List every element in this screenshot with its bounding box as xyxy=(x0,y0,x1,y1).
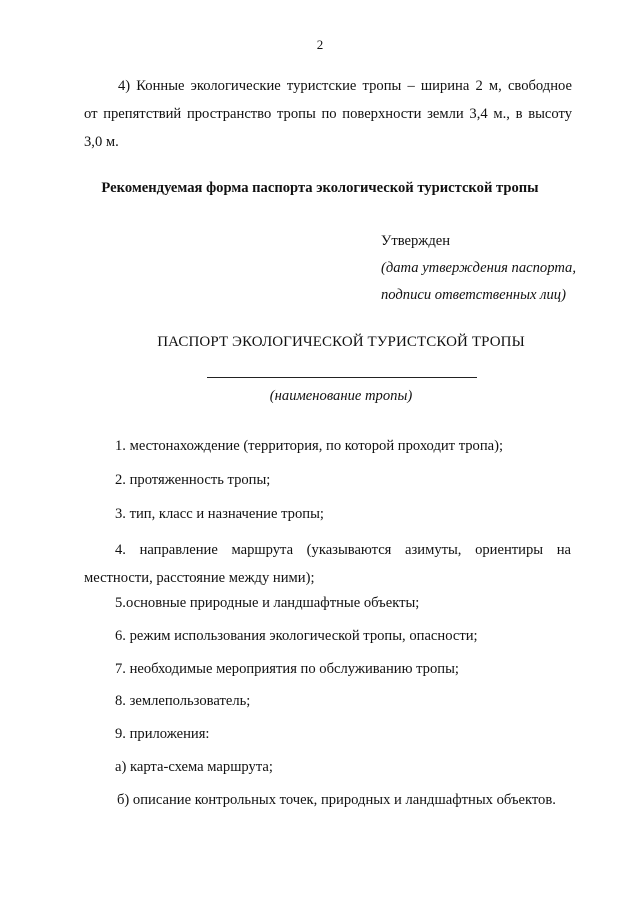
list-item: 1. местонахождение (территория, по которой проходит тропа); xyxy=(115,438,504,454)
recommended-form-heading: Рекомендуемая форма паспорта экологической туристской тропы xyxy=(101,180,539,196)
intro-paragraph-line-1: 4) Конные экологические туристские тропы – ширина 2 м, свободное xyxy=(118,78,572,94)
list-item-line-1: 4. направление маршрута (указываются азимуты, ориентиры на xyxy=(115,542,571,558)
trail-name-caption: (наименование тропы) xyxy=(269,388,413,404)
approval-block xyxy=(381,228,576,309)
approval-label: Утвержден xyxy=(381,233,451,249)
list-item: б) описание контрольных точек, природных и ландшафтных объектов. xyxy=(117,792,556,808)
list-item: 8. землепользователь; xyxy=(115,693,251,709)
list-item: 9. приложения: xyxy=(115,726,210,742)
list-item: 7. необходимые мероприятия по обслуживанию тропы; xyxy=(115,661,459,677)
list-item: 6. режим использования экологической тропы, опасности; xyxy=(115,628,478,644)
list-item xyxy=(84,536,571,592)
approval-note-line-2: подписи ответственных лиц) xyxy=(381,287,566,303)
intro-paragraph-line-3: 3,0 м. xyxy=(84,134,119,150)
approval-note-line-1: (дата утверждения паспорта, xyxy=(381,260,576,276)
passport-title: ПАСПОРТ ЭКОЛОГИЧЕСКОЙ ТУРИСТСКОЙ ТРОПЫ xyxy=(157,334,525,350)
trail-name-blank-line xyxy=(207,377,477,378)
list-item: 3. тип, класс и назначение тропы; xyxy=(115,506,324,522)
list-item-line-2: местности, расстояние между ними); xyxy=(84,570,315,586)
intro-paragraph-line-2: от препятствий пространство тропы по поверхности земли 3,4 м., в высоту xyxy=(84,106,572,122)
intro-paragraph xyxy=(84,72,572,156)
list-item: 5.основные природные и ландшафтные объекты; xyxy=(115,595,420,611)
list-item: а) карта-схема маршрута; xyxy=(115,759,273,775)
page-number: 2 xyxy=(316,37,324,52)
list-item: 2. протяженность тропы; xyxy=(115,472,271,488)
